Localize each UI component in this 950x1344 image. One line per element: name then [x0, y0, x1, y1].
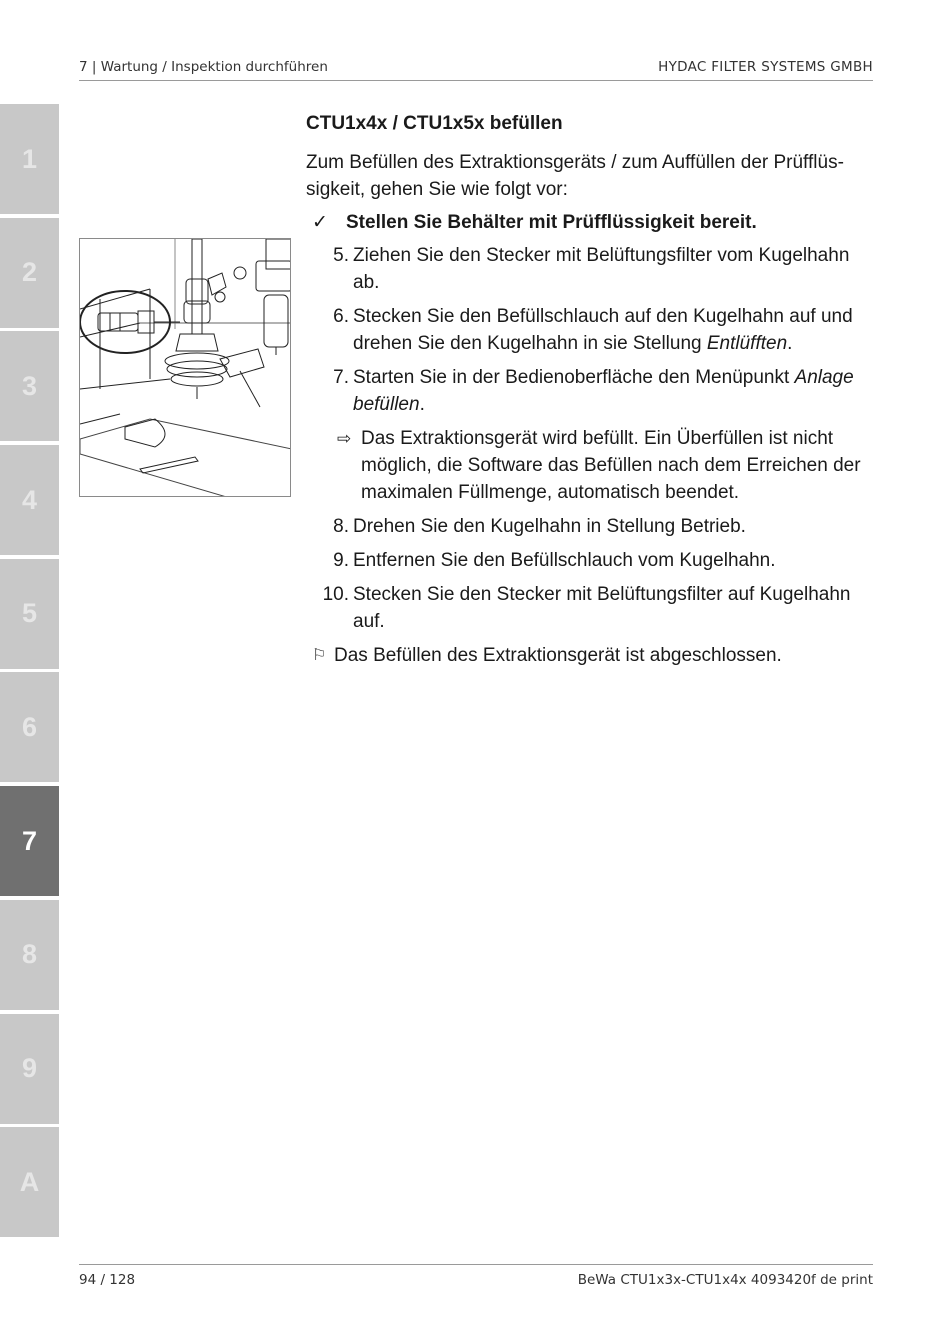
step-result: [306, 425, 876, 506]
step-10: [306, 581, 876, 635]
step-emphasis: Anlage befüllen: [353, 367, 854, 415]
chapter-tab-3[interactable]: 3: [0, 331, 59, 441]
step-9: [306, 547, 876, 574]
chapter-tab-a[interactable]: A: [0, 1127, 59, 1237]
chapter-tab-1[interactable]: 1: [0, 104, 59, 214]
step-number: 7.: [333, 367, 349, 388]
page-footer: [79, 1264, 873, 1291]
step-text: Entfernen Sie den Befüllschlauch vom Kugelhahn.: [353, 550, 776, 571]
final-result: [306, 642, 876, 669]
step-number: 10.: [322, 584, 349, 605]
step-text: Starten Sie in der Bedienoberfläche den Menüpunkt: [353, 367, 795, 388]
step-5: [306, 242, 876, 296]
step-text: Drehen Sie den Kugelhahn in Stellung Betrieb.: [353, 516, 746, 537]
step-8: [306, 513, 876, 540]
checkmark-icon: ✓: [312, 212, 328, 233]
result-text: Das Extraktionsgerät wird befüllt. Ein Überfüllen ist nicht möglich, die Software das Befüllen nach dem Erreichen der maximalen Füllmenge, automatisch beendet.: [361, 428, 861, 503]
intro-paragraph: Zum Befüllen des Extraktionsgeräts / zum Auffüllen der Prüfflüs-sigkeit, gehen Sie wie folgt vor:: [306, 152, 844, 200]
chapter-tab-6[interactable]: 6: [0, 672, 59, 782]
section-title: CTU1x4x / CTU1x5x befüllen: [306, 113, 563, 134]
ball-valve-illustration: [79, 238, 291, 497]
step-number: 5.: [333, 245, 349, 266]
flag-icon: ⚐: [312, 647, 327, 664]
step-text-end: .: [419, 394, 425, 415]
chapter-tabs: [0, 104, 59, 1241]
step-6: [306, 303, 876, 357]
prerequisite-text: Stellen Sie Behälter mit Prüfflüssigkeit bereit.: [346, 212, 757, 233]
step-text: Ziehen Sie den Stecker mit Belüftungsfilter vom Kugelhahn ab.: [353, 245, 850, 293]
chapter-tab-4[interactable]: 4: [0, 445, 59, 555]
chapter-tab-9[interactable]: 9: [0, 1014, 59, 1124]
main-content: [306, 110, 876, 669]
company-name: HYDAC FILTER SYSTEMS GMBH: [658, 59, 873, 75]
step-text: Stecken Sie den Befüllschlauch auf den Kugelhahn auf und drehen Sie den Kugelhahn in sie Stellung: [353, 306, 853, 354]
page-number: 94 / 128: [79, 1272, 136, 1288]
prerequisite-item: [306, 209, 876, 236]
step-emphasis: Entlüfften: [706, 333, 788, 354]
step-7: [306, 364, 876, 418]
chapter-tab-5[interactable]: 5: [0, 559, 59, 669]
document-id: BeWa CTU1x3x-CTU1x4x 4093420f de print: [577, 1272, 873, 1288]
step-text: Stecken Sie den Stecker mit Belüftungsfilter auf Kugelhahn auf.: [353, 584, 851, 632]
step-number: 9.: [333, 550, 349, 571]
result-arrow-icon: ⇨: [337, 429, 352, 448]
ball-valve-drawing: [80, 239, 291, 497]
step-text-end: .: [787, 333, 793, 354]
step-number: 6.: [333, 306, 349, 327]
chapter-tab-8[interactable]: 8: [0, 900, 59, 1010]
chapter-title: 7 | Wartung / Inspektion durchführen: [79, 59, 328, 75]
step-number: 8.: [333, 516, 349, 537]
chapter-tab-2[interactable]: 2: [0, 218, 59, 328]
page-header: [79, 58, 873, 81]
chapter-tab-7[interactable]: 7: [0, 786, 59, 896]
final-result-text: Das Befüllen des Extraktionsgerät ist abgeschlossen.: [334, 645, 782, 666]
